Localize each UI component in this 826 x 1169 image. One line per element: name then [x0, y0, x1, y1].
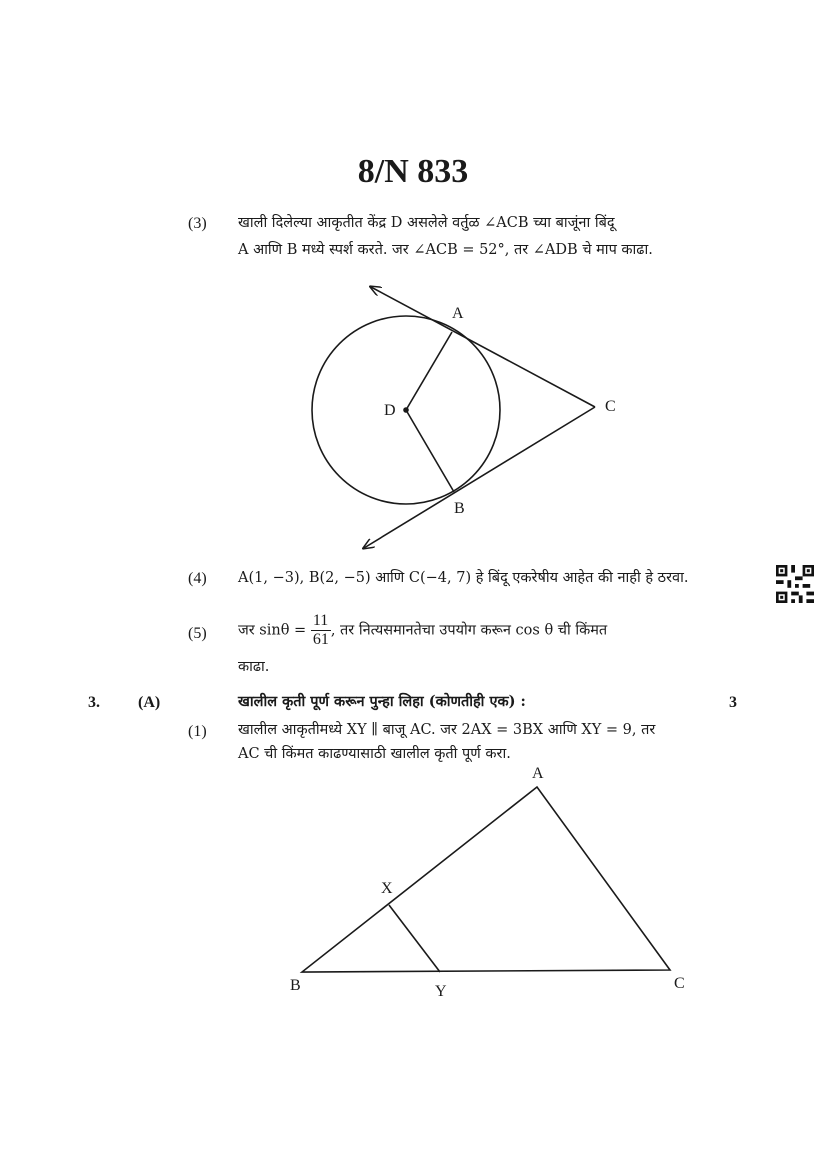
- label-b: B: [290, 977, 301, 994]
- label-b: B: [454, 500, 465, 517]
- question-number: (3): [188, 215, 207, 232]
- fraction: [311, 612, 331, 649]
- question-3-line-1: खाली दिलेल्या आकृतीत केंद्र D असलेले वर्तुळ ∠ACB च्या बाजूंना बिंदू: [238, 215, 615, 231]
- question-5-prefix: जर sinθ =: [238, 622, 307, 639]
- radius-db: [406, 410, 454, 492]
- question-number: (4): [188, 570, 207, 587]
- label-c: C: [674, 975, 685, 992]
- tangent-ca: [371, 287, 595, 407]
- tangent-cb: [364, 407, 595, 548]
- section-heading: खालील कृती पूर्ण करून पुन्हा लिहा (कोणतीही एक) :: [238, 693, 526, 710]
- question-5-text: [238, 612, 740, 649]
- label-x: X: [381, 880, 393, 897]
- radius-da: [406, 332, 452, 410]
- section-3-question-1-text: [238, 718, 740, 766]
- question-number: (1): [188, 723, 207, 740]
- question-5-line-2: काढा.: [238, 659, 270, 675]
- question-3-line-2: A आणि B मध्ये स्पर्श करते. जर ∠ACB = 52°, तर ∠ADB चे माप काढा.: [238, 242, 653, 258]
- denominator: 61: [312, 631, 329, 648]
- section-3-q1-line-1: खालील आकृतीमध्ये XY ∥ बाजू AC. जर 2AX = 3BX आणि XY = 9, तर: [238, 722, 656, 738]
- paper-code: 8/N 833: [357, 153, 469, 190]
- label-y: Y: [435, 983, 447, 1000]
- section-marks: 3: [729, 694, 737, 711]
- label-d: D: [384, 402, 396, 419]
- numerator: 11: [311, 612, 331, 631]
- question-number: (5): [188, 625, 207, 642]
- section-part: (A): [138, 694, 161, 711]
- question-4-text: A(1, −3), B(2, −5) आणि C(−4, 7) हे बिंदू एकरेषीय आहेत की नाही हे ठरवा.: [238, 570, 689, 586]
- section-3-q1-line-2: AC ची किंमत काढण्यासाठी खालील कृती पूर्ण करा.: [238, 746, 511, 762]
- label-a: A: [532, 765, 544, 782]
- label-c: C: [605, 398, 616, 415]
- label-a: A: [452, 305, 464, 322]
- center-point: [404, 408, 408, 412]
- triangle-figure: [302, 787, 670, 972]
- segment-xy: [389, 905, 440, 972]
- section-number: 3.: [88, 694, 100, 711]
- qr-code-icon: [775, 565, 815, 603]
- question-5-suffix: , तर नित्यसमानतेचा उपयोग करून cos θ ची किंमत: [330, 622, 608, 639]
- triangle-abc: [302, 787, 670, 972]
